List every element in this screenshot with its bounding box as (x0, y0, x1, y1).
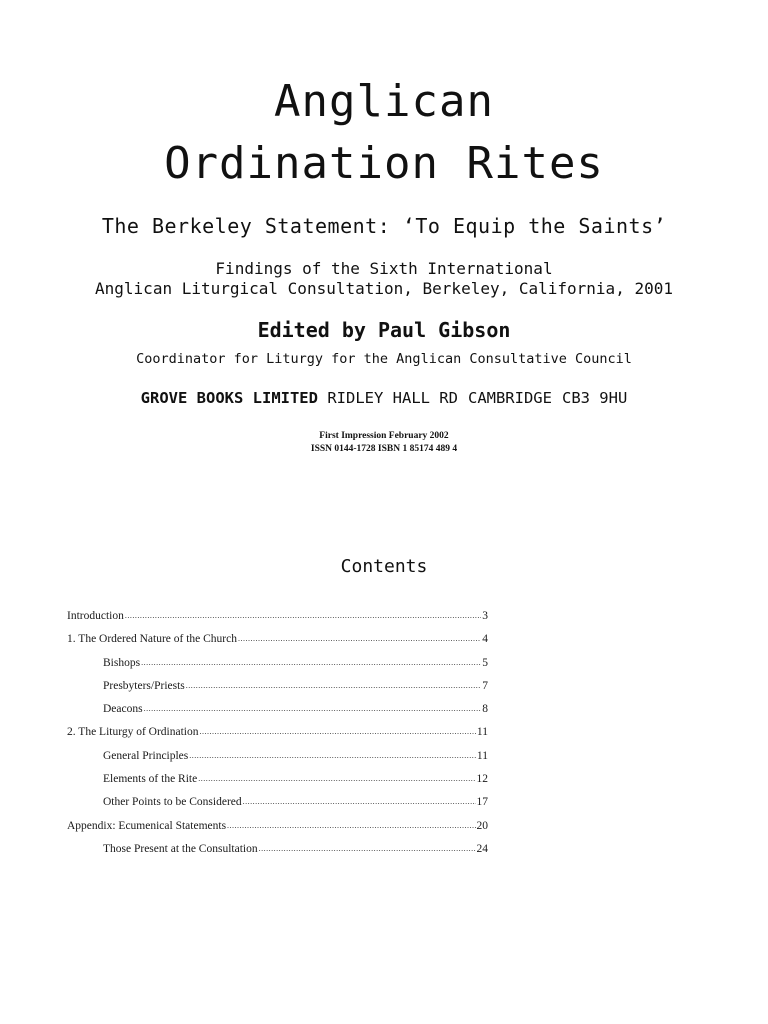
toc-dot-leader (238, 634, 481, 643)
editor-role: Coordinator for Liturgy for the Anglican Consultative Council (136, 351, 632, 367)
toc-dot-leader (198, 774, 475, 783)
toc-entry-page-number: 11 (476, 749, 488, 762)
toc-dot-leader (243, 797, 476, 806)
toc-entry[interactable] (67, 703, 488, 726)
toc-entry[interactable] (67, 750, 488, 773)
toc-entry-page-number: 12 (476, 773, 488, 786)
publisher-city: CAMBRIDGE (467, 389, 552, 407)
toc-entry-page-number: 24 (476, 842, 488, 855)
toc-dot-leader (189, 751, 476, 760)
toc-entry-page-number: 17 (476, 796, 488, 809)
toc-entry[interactable] (67, 610, 488, 633)
toc-entry-label: Introduction (67, 610, 124, 622)
publisher-street: RIDLEY HALL RD (327, 389, 458, 407)
subtitle: The Berkeley Statement: ‘To Equip the Saints’ (101, 214, 667, 238)
toc-entry[interactable] (67, 657, 488, 680)
toc-entry[interactable] (67, 796, 488, 819)
table-of-contents (67, 610, 488, 866)
editor-credit: Edited by Paul Gibson (257, 318, 511, 342)
toc-entry-page-number: 5 (482, 656, 488, 669)
findings-line-2: Anglican Liturgical Consultation, Berkeley, California, 2001 (95, 279, 673, 298)
findings-line-1: Findings of the Sixth International (215, 259, 553, 278)
book-title-line-1: Anglican (274, 76, 494, 127)
toc-entry-label: 1. The Ordered Nature of the Church (67, 633, 237, 646)
toc-entry-label: Those Present at the Consultation (103, 842, 258, 855)
impression-block (0, 430, 768, 456)
toc-dot-leader (144, 704, 482, 713)
toc-entry-label: Elements of the Rite (103, 773, 198, 786)
first-impression: First Impression February 2002 (319, 431, 449, 441)
book-title-line-2: Ordination Rites (164, 138, 604, 189)
toc-entry[interactable] (67, 680, 488, 703)
toc-entry-page-number: 11 (476, 726, 488, 739)
toc-entry-label: 2. The Liturgy of Ordination (67, 726, 199, 739)
toc-entry-page-number: 3 (482, 610, 488, 622)
toc-entry-page-number: 20 (476, 819, 488, 832)
toc-dot-leader (125, 611, 481, 620)
issn-isbn: ISSN 0144-1728 ISBN 1 85174 489 4 (310, 444, 458, 454)
contents-heading: Contents (340, 556, 428, 577)
toc-dot-leader (227, 821, 475, 830)
toc-entry-page-number: 4 (482, 633, 488, 646)
toc-entry[interactable] (67, 773, 488, 796)
toc-entry-label: Deacons (103, 703, 143, 716)
toc-dot-leader (259, 844, 476, 853)
toc-dot-leader (141, 658, 481, 667)
toc-entry[interactable] (67, 726, 488, 749)
publisher-postcode: CB3 9HU (561, 389, 628, 407)
toc-dot-leader (200, 727, 476, 736)
toc-entry-label: Bishops (103, 656, 141, 669)
findings-block (0, 259, 768, 299)
toc-entry[interactable] (67, 843, 488, 866)
publisher-name: GROVE BOOKS LIMITED (140, 389, 318, 407)
publisher-line (0, 389, 768, 407)
toc-entry-label: Other Points to be Considered (103, 796, 242, 809)
toc-entry[interactable] (67, 820, 488, 843)
toc-entry-page-number: 8 (482, 703, 488, 716)
toc-entry-label: Presbyters/Priests (103, 679, 185, 692)
toc-entry-label: Appendix: Ecumenical Statements (67, 819, 227, 832)
toc-entry-page-number: 7 (482, 679, 488, 692)
toc-entry-label: General Principles (103, 749, 189, 762)
toc-dot-leader (186, 681, 481, 690)
toc-entry[interactable] (67, 633, 488, 656)
